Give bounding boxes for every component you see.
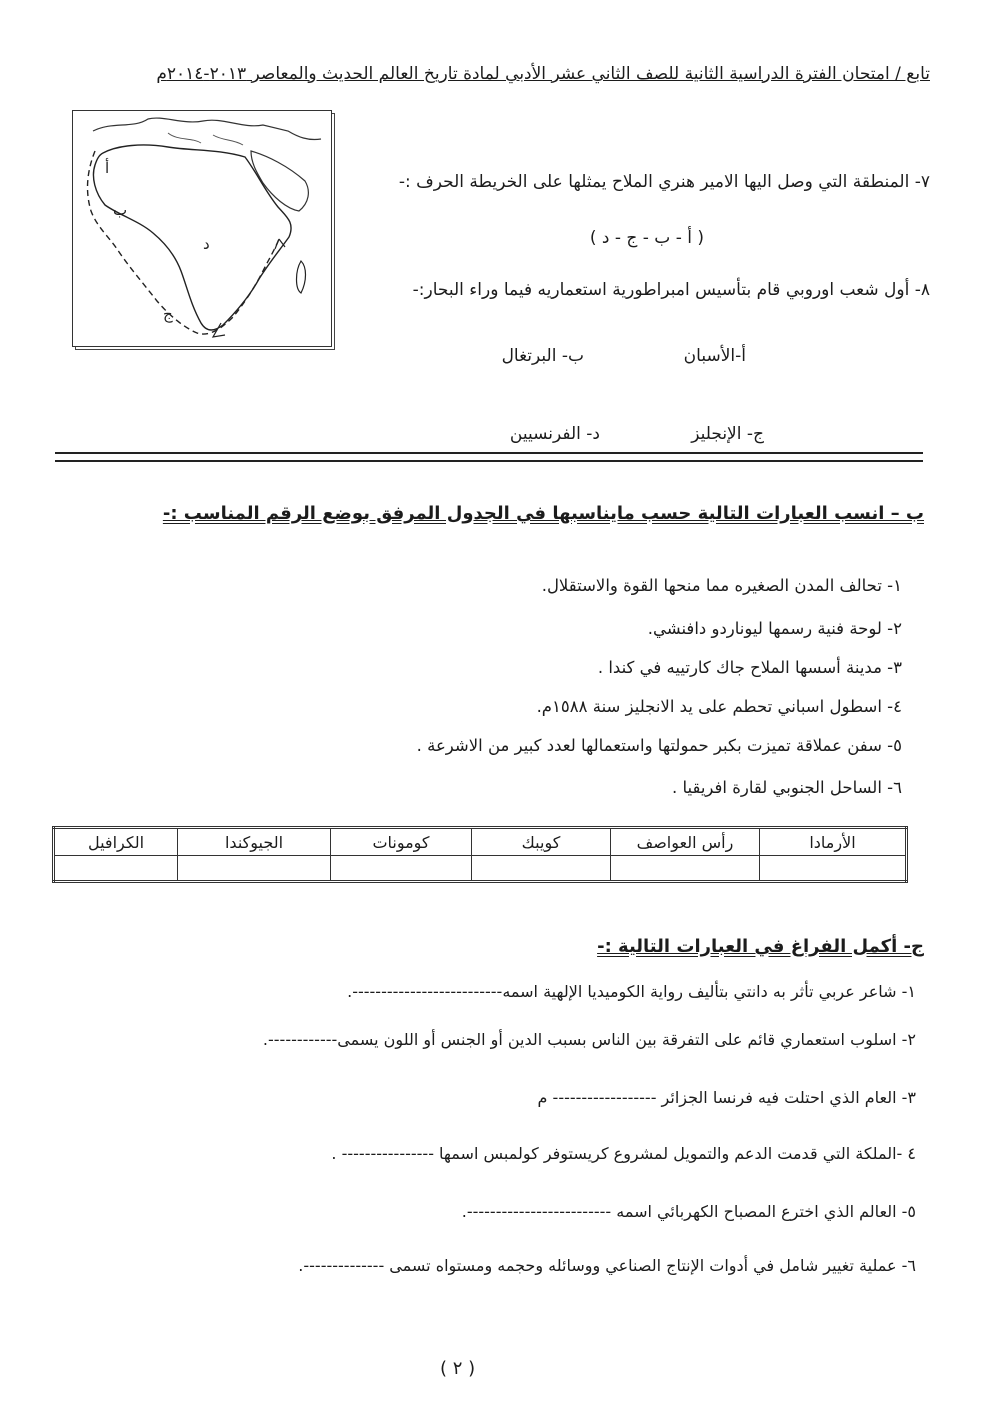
matching-answer-cell[interactable] <box>760 856 907 882</box>
question-8-option-a: أ-الأسبان <box>683 346 746 366</box>
map-label-d: د <box>203 235 210 253</box>
fill-in-item: ١- شاعر عربي تأثر به دانتي بتأليف رواية الكوميديا الإلهية اسمه--------------------------. <box>347 982 916 1001</box>
section-b-statement: ٦- الساحل الجنوبي لقارة افريقيا . <box>672 778 902 797</box>
matching-answer-cell[interactable] <box>472 856 611 882</box>
question-7: ٧- المنطقة التي وصل اليها الامير هنري الملاح يمثلها على الخريطة الحرف :- <box>398 172 930 192</box>
africa-map-drawing <box>73 111 331 346</box>
matching-table-header: رأس العواصف <box>611 828 760 856</box>
question-8-option-b: ب- البرتغال <box>501 346 584 366</box>
matching-table-answer-row <box>54 856 907 882</box>
map-label-a: أ <box>105 159 110 177</box>
question-8-option-d: د- الفرنسيين <box>509 424 600 444</box>
fill-in-item: ٣- العام الذي احتلت فيه فرنسا الجزائر ------------------ م <box>537 1088 916 1107</box>
fill-in-item: ٥- العالم الذي اخترع المصباح الكهربائي اسمه -------------------------. <box>461 1202 916 1221</box>
section-b-statement: ٤- اسطول اسباني تحطم على يد الانجليز سنة ١٥٨٨م. <box>536 697 902 716</box>
africa-map <box>72 110 332 347</box>
question-8-option-c: ج- الإنجليز <box>691 424 764 444</box>
matching-table-header: الأرمادا <box>760 828 907 856</box>
question-7-options: ( أ - ب - ج - د ) <box>589 228 704 248</box>
section-b-statement: ٢- لوحة فنية رسمها ليوناردو دافنشي. <box>647 619 902 638</box>
matching-answer-cell[interactable] <box>331 856 472 882</box>
question-8: ٨- أول شعب اوروبي قام بتأسيس امبراطورية استعماريه فيما وراء البحار:- <box>412 280 930 300</box>
fill-in-item: ٦- عملية تغيير شامل في أدوات الإنتاج الصناعي ووسائله وحجمه ومستواه تسمى --------------. <box>298 1256 916 1275</box>
map-label-b: ب <box>113 201 128 219</box>
section-divider <box>55 452 923 462</box>
section-b-heading: ب – انسب العبارات التالية حسب مايناسبها في الجدول المرفق بوضع الرقم المناسب :- <box>162 503 924 524</box>
matching-answer-cell[interactable] <box>611 856 760 882</box>
section-c-heading: ج- أكمل الفراغ في العبارات التالية :- <box>597 936 924 957</box>
fill-in-item: ٢- اسلوب استعماري قائم على التفرقة بين الناس بسبب الدين أو الجنس أو اللون يسمى------------. <box>262 1030 916 1049</box>
matching-table-header-row <box>54 828 907 856</box>
matching-answer-cell[interactable] <box>54 856 178 882</box>
page-number: ( ٢ ) <box>440 1358 476 1379</box>
matching-table <box>52 826 908 883</box>
matching-answer-cell[interactable] <box>178 856 331 882</box>
map-label-j: ج <box>163 305 173 323</box>
matching-table-header: الجيوكندا <box>178 828 331 856</box>
section-b-statement: ٣- مدينة أسسها الملاح جاك كارتييه في كندا . <box>597 658 902 677</box>
section-b-statement: ٥- سفن عملاقة تميزت بكبر حمولتها واستعمالها لعدد كبير من الاشرعة . <box>416 736 902 755</box>
matching-table-header: كويبك <box>472 828 611 856</box>
exam-header-title: تابع / امتحان الفترة الدراسية الثانية للصف الثاني عشر الأدبي لمادة تاريخ العالم الحديث والمعاصر ٢٠١٣-٢٠١٤م <box>156 64 930 84</box>
matching-table-header: كومونات <box>331 828 472 856</box>
matching-table-header: الكرافيل <box>54 828 178 856</box>
fill-in-item: ٤ -الملكة التي قدمت الدعم والتمويل لمشروع كريستوفر كولمبس اسمها ---------------- . <box>331 1144 916 1163</box>
section-b-statement: ١- تحالف المدن الصغيره مما منحها القوة والاستقلال. <box>541 576 902 595</box>
